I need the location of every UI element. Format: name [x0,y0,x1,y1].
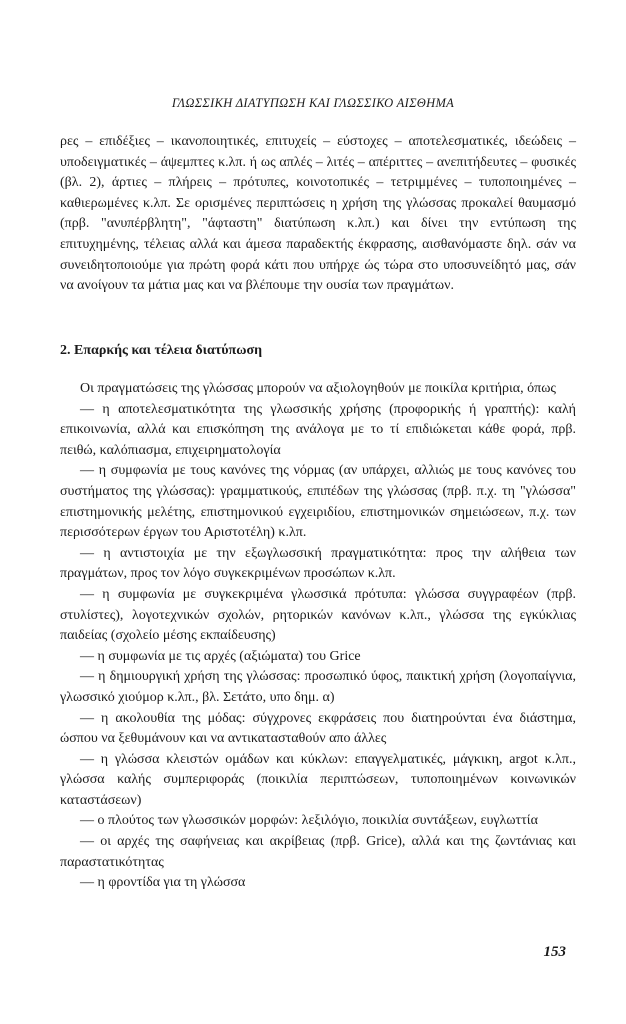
section-intro: Οι πραγματώσεις της γλώσσας μπορούν να αξιολογηθούν με ποικίλα κριτήρια, όπως [80,381,556,396]
criterion-item: — η συμφωνία με συγκεκριμένα γλωσσικά πρότυπα: γλώσσα συγγραφέων (πρβ. στυλίστες), λογοτεχνικών σχολών, ρητορικών κανόνων κ.λπ., γλώσσα της εγκύκλιας παιδείας (σχολείο μέσης εκπαίδευσης) [60,586,576,644]
criterion-item: — ο πλούτος των γλωσσικών μορφών: λεξιλόγιο, ποικιλία συντάξεων, ευγλωττία [80,813,538,829]
section-heading: 2. Επαρκής και τέλεια διατύπωση [60,343,263,358]
criterion-item: — οι αρχές της σαφήνειας και ακρίβειας (πρβ. Grice), αλλά και της ζωντάνιας και παραστατικότητας [60,834,576,870]
criterion-item: — η αποτελεσματικότητα της γλωσσικής χρήσης (προφορικής ή γραπτής): καλή επικοινωνία, αλλά και επισκόπηση της ανάλογα με το τί επιδιώκεται κάθε φορά, πρβ. πειθώ, καλόπιασμα, επιχειρηματολογία [60,401,576,458]
page-number: 153 [543,944,566,960]
criterion-item: — η αντιστοιχία με την εξωγλωσσική πραγματικότητα: προς την αλήθεια των πραγμάτων, προς τον λόγο συγκεκριμένων προσώπων κ.λπ. [60,545,576,582]
criterion-item: — η γλώσσα κλειστών ομάδων και κύκλων: επαγγελματικές, μάγκικη, argot κ.λπ., γλώσσα καλής συμπεριφοράς (ποικιλία περιπτώσεων, τυποποιημένων κοινωνικών καταστάσεων) [60,751,576,808]
running-head: ΓΛΩΣΣΙΚΗ ΔΙΑΤΥΠΩΣΗ ΚΑΙ ΓΛΩΣΣΙΚΟ ΑΙΣΘΗΜΑ [171,96,455,110]
criterion-item: — η δημιουργική χρήση της γλώσσας: προσωπικό ύφος, παικτική χρήση (λογοπαίγνια, γλωσσικό χιούμορ κ.λπ., βλ. Σετάτο, υπο δημ. α) [60,669,576,705]
criteria-block [60,379,576,894]
intro-paragraph-block [60,132,576,297]
criterion-item: — η φροντίδα για τη γλώσσα [80,875,246,891]
criterion-item: — η ακολουθία της μόδας: σύγχρονες εκφράσεις που διατηρούνται ένα διάστημα, ώσπου να ξεθυμάνουν και να αντικατασταθούν απο άλλες [60,710,576,747]
criterion-item: — η συμφωνία με τους κανόνες της νόρμας (αν υπάρχει, αλλιώς με τους κανόνες του συστήματος της γλώσσας): γραμματικούς, επιπέδων της γλώσσας (πρβ. π.χ. τη "γλώσσα" επιστημονικής μελέτης, επιστημονικού εγχειριδίου, επιστημονικών σημειώσεων, π.χ. των περισσότερων έργων του Αριστοτέλη) κ.λπ. [60,463,576,541]
intro-paragraph: ρες – επιδέξιες – ικανοποιητικές, επιτυχείς – εύστοχες – αποτελεσματικές, ιδεώδεις – υποδειγματικές – άψεμπτες κ.λπ. ή ως απλές – λιτές – απέριττες – ανεπιτήδευτες – φυσικές (βλ. 2), άρτιες – πλήρεις – πρότυπες, κοινοτοπικές – τετριμμένες – τυποποιημένες – καθιερωμένες κ.λπ. Σε ορισμένες περιπτώσεις η χρήση της γλώσσας προκαλεί θαυμασμό (πρβ. "ανυπέρβλητη", "άφταστη" διατύπωση κ.λπ.) και δίνει την εντύπωση της επιτυχημένης, τέλειας αλλά και άμεσα παραδεκτής έκφρασης, αισθανόμαστε δηλ. σάν να συνειδητοποιούμε για πρώτη φορά κάτι που υπήρχε ώς τώρα στο υποσυνείδητό μας, σάν να ανοίγουν τα μάτια μας και να βλέπουμε την ουσία των πραγμάτων. [60,134,576,294]
criterion-item: — η συμφωνία με τις αρχές (αξιώματα) του Grice [80,648,361,664]
